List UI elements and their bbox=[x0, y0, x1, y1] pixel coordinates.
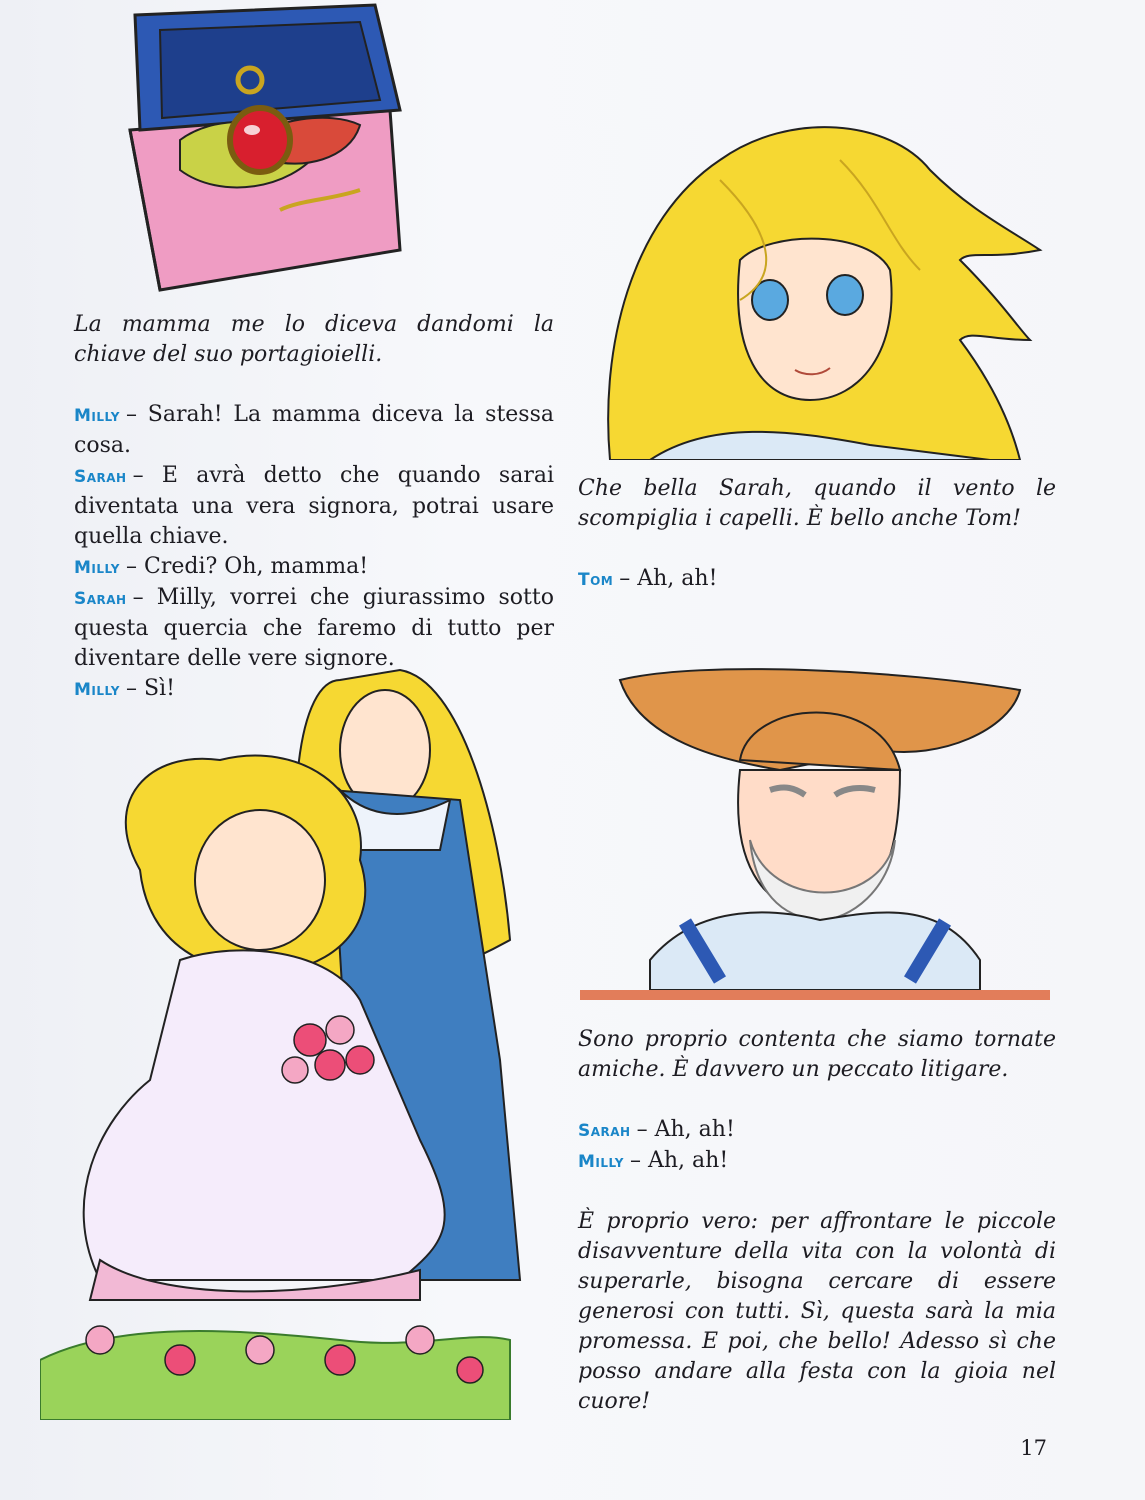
dialogue-line: Milly – Ah, ah! bbox=[578, 1148, 729, 1173]
speaker-label: Sarah bbox=[578, 1121, 631, 1141]
speaker-label: Sarah bbox=[74, 589, 127, 609]
speaker-label: Milly bbox=[74, 680, 120, 700]
dialogue-line: Milly – Sarah! La mamma diceva la stessa cosa. bbox=[74, 402, 555, 458]
narration-text: La mamma me lo diceva dandomi la chiave del suo portagioielli. bbox=[74, 312, 554, 367]
narration-text: È proprio vero: per affrontare le piccole disavventure della vita con la volontà di superarle, bisogna cercare di essere generosi con tutti. Sì, questa sarà la mia promessa. E poi, che bello! Adesso sì che posso andare alla festa con la gioia nel cuore! bbox=[578, 1209, 1056, 1414]
dialogue-line: Milly – Sì! bbox=[74, 676, 175, 701]
sarah-and-milly-illustration bbox=[40, 640, 560, 1420]
narration-text: Sono proprio contenta che siamo tornate amiche. È davvero un peccato litigare. bbox=[578, 1027, 1056, 1082]
right-column-bottom-text bbox=[578, 1025, 1056, 1417]
dialogue-line: Sarah – Ah, ah! bbox=[578, 1117, 735, 1142]
dialogue-line: Tom – Ah, ah! bbox=[578, 566, 718, 591]
jewelry-box-illustration bbox=[100, 0, 420, 300]
dialogue-line: Sarah – Milly, vorrei che giurassimo sotto questa quercia che faremo di tutto per diventare delle vere signore. bbox=[74, 585, 554, 671]
speaker-label: Tom bbox=[578, 570, 614, 590]
left-column-text bbox=[74, 310, 554, 705]
speaker-label: Milly bbox=[74, 406, 120, 426]
sarah-portrait-illustration bbox=[590, 100, 1060, 460]
narration-text: Che bella Sarah, quando il vento le scompiglia i capelli. È bello anche Tom! bbox=[578, 476, 1056, 531]
dialogue-line: Sarah – E avrà detto che quando sarai diventata una vera signora, potrai usare quella chiave. bbox=[74, 463, 554, 549]
speaker-label: Milly bbox=[74, 558, 120, 578]
speaker-label: Milly bbox=[578, 1152, 624, 1172]
right-column-top-text bbox=[578, 474, 1056, 595]
speaker-label: Sarah bbox=[74, 467, 127, 487]
tom-portrait-illustration bbox=[580, 660, 1060, 1005]
dialogue-line: Milly – Credi? Oh, mamma! bbox=[74, 554, 369, 579]
page-number: 17 bbox=[1020, 1436, 1047, 1460]
